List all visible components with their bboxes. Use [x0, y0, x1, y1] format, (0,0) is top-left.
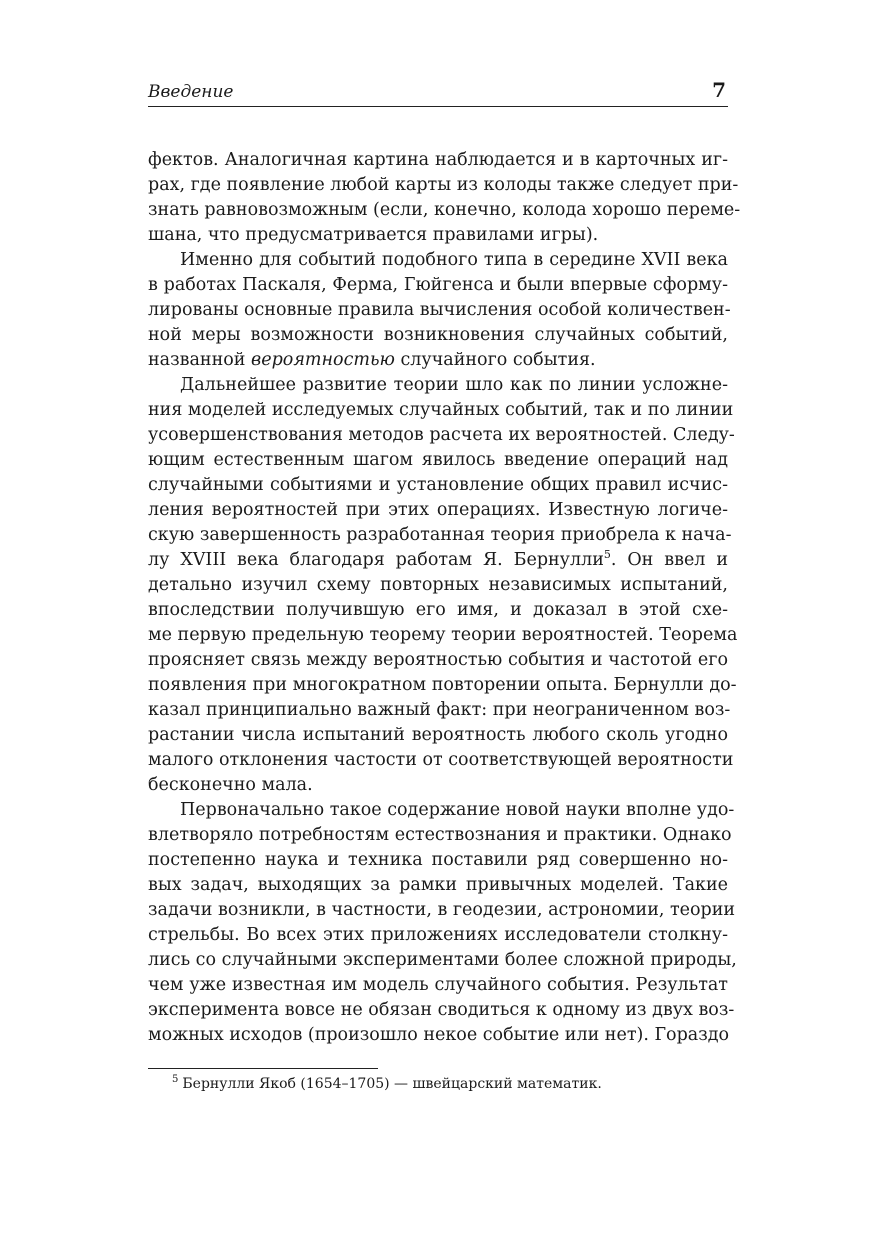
text-line: постепенно наука и техника поставили ряд совершенно но-: [148, 850, 728, 870]
text-line: Именно для событий подобного типа в середине XVII века: [180, 250, 728, 270]
text-fragment: . Он ввел и: [610, 550, 728, 570]
body-text: [148, 148, 741, 1048]
footnote-divider: [148, 1068, 378, 1069]
text-line: Дальнейшее развитие теории шло как по линии усложне-: [180, 375, 728, 395]
text-line: рах, где появление любой карты из колоды также следует при-: [148, 175, 739, 195]
emphasized-term: вероятностью: [251, 350, 395, 370]
section-title: Введение: [148, 82, 234, 102]
footnote-reference[interactable]: 5: [603, 548, 611, 562]
text-line: случайными событиями и установление общих правил исчис-: [148, 475, 728, 495]
text-line: [148, 348, 728, 373]
text-line: фектов. Аналогичная картина наблюдается и в карточных иг-: [148, 150, 728, 170]
running-header: [148, 78, 728, 107]
text-line: ления вероятностей при этих операциях. Известную логиче-: [148, 500, 728, 520]
text-fragment: лу XVIII века благодаря работам Я. Бернулли: [148, 550, 604, 570]
text-line: Первоначально такое содержание новой науки вполне удо-: [180, 800, 735, 820]
text-fragment: названной: [148, 350, 246, 370]
text-line: ющим естественным шагом явилось введение операций над: [148, 450, 728, 470]
text-line: шана, что предусматривается правилами игры).: [148, 225, 599, 245]
text-line: эксперимента вовсе не обязан сводиться к одному из двух воз-: [148, 1000, 735, 1020]
text-line: ния моделей исследуемых случайных событий, так и по линии: [148, 400, 734, 420]
text-line: проясняет связь между вероятностью события и частотой его: [148, 650, 728, 670]
text-line: ной меры возможности возникновения случайных событий,: [148, 325, 728, 345]
text-line: появления при многократном повторении опыта. Бернулли до-: [148, 675, 737, 695]
text-line: малого отклонения частости от соответствующей вероятности: [148, 750, 734, 770]
text-line: задачи возникли, в частности, в геодезии, астрономии, теории: [148, 900, 736, 920]
text-line: скую завершенность разработанная теория приобрела к нача-: [148, 525, 732, 545]
text-line: чем уже известная им модель случайного события. Результат: [148, 975, 728, 995]
text-line: бесконечно мала.: [148, 775, 313, 795]
text-line: казал принципиально важный факт: при неограниченном воз-: [148, 700, 731, 720]
footnote: [172, 1074, 602, 1094]
text-line: детально изучил схему повторных независимых испытаний,: [148, 575, 728, 595]
text-line: вых задач, выходящих за рамки привычных моделей. Такие: [148, 875, 728, 895]
footnote-text: Бернулли Якоб (1654–1705) — швейцарский математик.: [182, 1076, 602, 1092]
text-line: растании числа испытаний вероятность любого сколь угодно: [148, 725, 728, 745]
text-line: усовершенствования методов расчета их вероятностей. Следу-: [148, 425, 735, 445]
text-line: ме первую предельную теорему теории вероятностей. Теорема: [148, 625, 738, 645]
footnote-number: 5: [172, 1074, 179, 1086]
text-line: впоследствии получившую его имя, и доказал в этой схе-: [148, 600, 728, 620]
text-fragment: случайного события.: [400, 350, 596, 370]
text-line: можных исходов (произошло некое событие или нет). Гораздо: [148, 1025, 730, 1045]
text-line: знать равновозможным (если, конечно, колода хорошо переме-: [148, 200, 741, 220]
text-line: влетворяло потребностям естествознания и практики. Однако: [148, 825, 732, 845]
text-line: в работах Паскаля, Ферма, Гюйгенса и были впервые сформу-: [148, 275, 728, 295]
text-line: лись со случайными экспериментами более сложной природы,: [148, 950, 737, 970]
page-number: 7: [712, 78, 726, 102]
text-line: лированы основные правила вычисления особой количествен-: [148, 300, 731, 320]
text-line: стрельбы. Во всех этих приложениях исследователи столкну-: [148, 925, 728, 945]
text-line: [148, 548, 728, 573]
